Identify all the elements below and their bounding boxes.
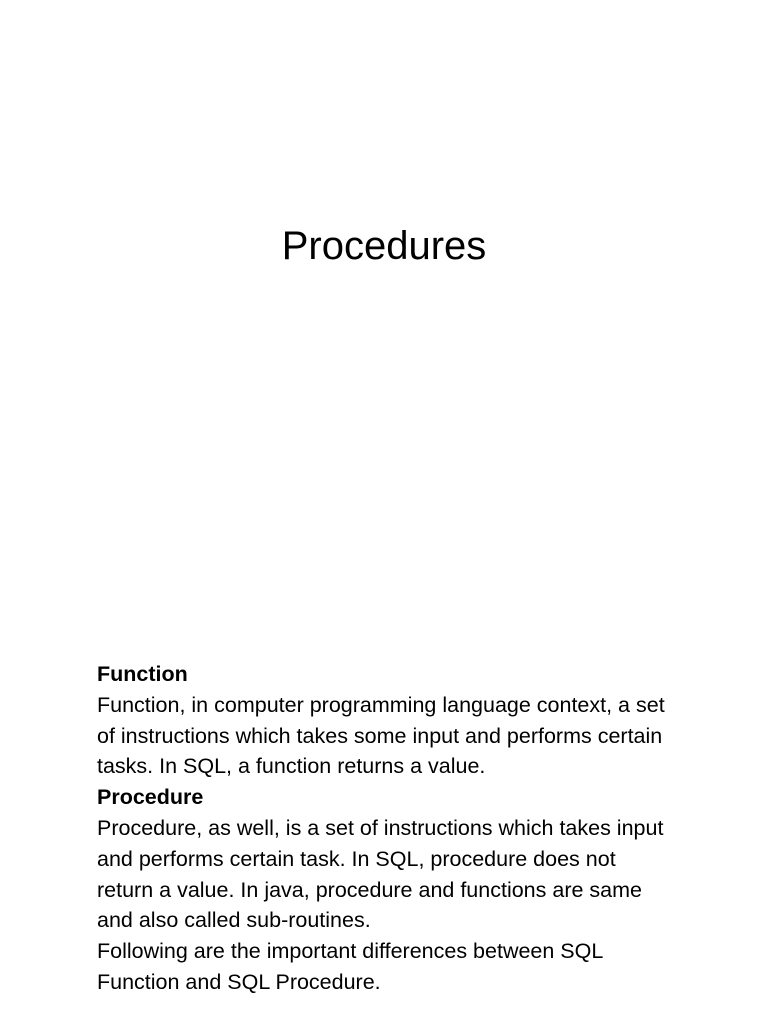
body-text-block	[97, 659, 677, 998]
procedure-paragraph: Procedure, as well, is a set of instructions which takes input and performs certain task. In SQL, procedure does not return a value. In java, procedure and functions are same and also called sub-routines.	[97, 815, 664, 933]
differences-paragraph: Following are the important differences between SQL Function and SQL Procedure.	[97, 939, 603, 994]
function-heading: Function	[97, 662, 188, 686]
function-paragraph: Function, in computer programming language context, a set of instructions which takes some input and performs certain tasks. In SQL, a function returns a value.	[97, 692, 665, 779]
procedure-heading: Procedure	[97, 785, 204, 810]
page-title: Procedures	[281, 224, 487, 268]
